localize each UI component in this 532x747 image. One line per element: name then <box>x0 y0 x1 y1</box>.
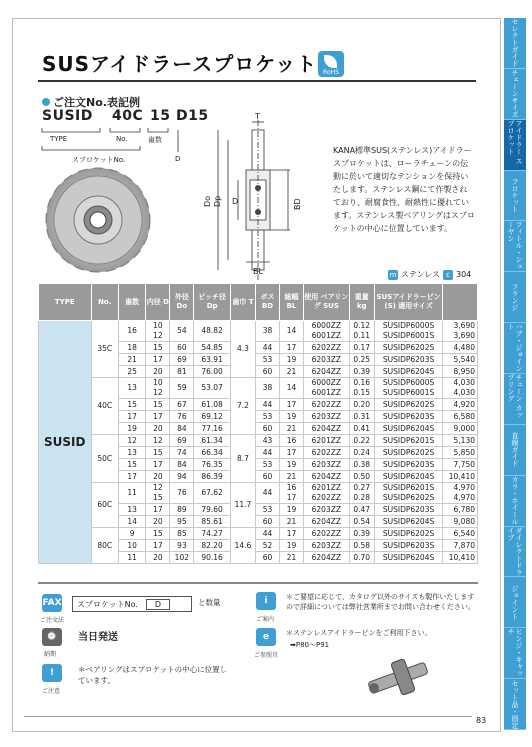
table-cell: 63.91 <box>194 354 231 366</box>
table-cell: 14 <box>118 516 145 528</box>
table-cell: 44 <box>256 447 280 459</box>
table-cell: 48.82 <box>194 321 231 342</box>
table-cell: 8.7 <box>230 435 255 483</box>
table-cell: 54 <box>170 321 194 342</box>
table-cell: SUSID <box>39 321 92 564</box>
table-cell: 21 <box>279 516 303 528</box>
table-cell: 5,850 <box>443 447 478 459</box>
dim-label-t: T <box>255 112 260 121</box>
table-cell: 12 <box>146 435 170 447</box>
table-cell: SUSIDP6204S <box>374 423 443 435</box>
table-header-cell: SUSアイドラーピン(S) 適用サイズ <box>374 284 443 321</box>
caution-icon: ! <box>42 664 62 682</box>
code-type: SUSID <box>42 108 93 124</box>
table-row <box>39 528 478 540</box>
table-cell: 6202ZZ <box>303 528 349 540</box>
table-cell: 17 <box>146 411 170 423</box>
table-cell: 16 <box>279 435 303 447</box>
table-cell: 5,130 <box>443 435 478 447</box>
table-cell: 12 15 <box>146 483 170 504</box>
table-cell: 60 <box>256 471 280 483</box>
label-sprocket-no: スプロケットNo. <box>72 156 126 164</box>
table-cell: 10,410 <box>443 471 478 483</box>
table-header-cell <box>443 284 478 321</box>
table-header-cell: No. <box>91 284 118 321</box>
reference-text: ＊ステンレスアイドラーピンをご利用下さい。 <box>286 629 432 637</box>
table-cell: 0.16 0.15 <box>349 378 374 399</box>
order-example-heading-text: ご注文No.表記例 <box>53 96 140 109</box>
table-cell: 53 <box>256 411 280 423</box>
table-cell: 15 <box>146 447 170 459</box>
table-row <box>39 321 478 342</box>
table-cell: 13 <box>118 378 145 399</box>
idler-pin-photo <box>358 650 438 705</box>
table-cell: 43 <box>256 435 280 447</box>
table-cell: 94 <box>170 471 194 483</box>
table-cell: SUSIDP6202S <box>374 528 443 540</box>
label-no: No. <box>116 135 128 143</box>
table-cell: 0.39 <box>349 366 374 378</box>
material-icon: m <box>389 270 397 279</box>
table-cell: 16 17 <box>279 483 303 504</box>
table-cell: 61.08 <box>194 399 231 411</box>
table-cell: 53 <box>256 459 280 471</box>
sidebar-tab[interactable]: チェーンサイズ <box>504 69 526 120</box>
table-cell: 60 <box>256 423 280 435</box>
table-cell: 6201ZZ 6202ZZ <box>303 483 349 504</box>
sidebar-tab[interactable]: 直線ガイド <box>504 425 526 476</box>
table-cell: 11 <box>118 483 145 504</box>
table-cell: 74.27 <box>194 528 231 540</box>
dim-label-bl: BL <box>253 267 263 276</box>
caution-label: ご注意 <box>42 688 61 695</box>
table-cell: SUSIDP6204S <box>374 552 443 564</box>
table-cell: 10 12 <box>146 321 170 342</box>
table-header-cell: TYPE <box>39 284 92 321</box>
delivery-icon: ⌚ <box>42 628 62 646</box>
table-cell: 76.00 <box>194 366 231 378</box>
table-header-cell: 重量 kg <box>349 284 374 321</box>
table-cell: 44 <box>256 342 280 354</box>
table-cell: 85 <box>170 528 194 540</box>
table-cell: 80C <box>91 528 118 564</box>
table-row <box>39 378 478 399</box>
table-cell: 38 <box>256 321 280 342</box>
table-cell: 0.20 <box>349 399 374 411</box>
order-format-box <box>72 596 192 612</box>
sidebar-tab[interactable]: カラ・ホイール <box>504 476 526 527</box>
table-cell: 11.7 <box>230 483 255 528</box>
table-row <box>39 435 478 447</box>
table-cell: 53.07 <box>194 378 231 399</box>
table-cell: 0.58 <box>349 540 374 552</box>
table-cell: 74 <box>170 447 194 459</box>
footer-rule <box>24 716 472 717</box>
table-cell: 69 <box>170 354 194 366</box>
leaf-icon <box>324 55 337 68</box>
table-cell: 21 <box>279 366 303 378</box>
table-cell: 35C <box>91 321 118 378</box>
table-cell: 89 <box>170 504 194 516</box>
page-number: 83 <box>476 716 487 725</box>
table-cell: 6204ZZ <box>303 471 349 483</box>
sidebar-tab[interactable]: フィトル・シューヤシ <box>504 221 526 272</box>
table-cell: 79.60 <box>194 504 231 516</box>
table-cell: 0.70 <box>349 552 374 564</box>
table-cell: 6203ZZ <box>303 459 349 471</box>
product-description: KANA標準SUS(ステンレス)アイドラースプロケットは、ローラチェーンの伝動に於いて適切なテンションを保持いたします。ステンレス鋼にて作製されており、耐腐食性、耐熱性に優れています。ステンレス製ベアリングはスプロケットの中心に位置しています。 <box>333 146 475 233</box>
caution-text: ＊ベアリングはスプロケットの中心に位置しています。 <box>78 665 228 685</box>
table-cell: SUSIDP6203S <box>374 504 443 516</box>
table-cell: 0.31 <box>349 411 374 423</box>
table-cell: SUSIDP6201S SUSIDP6202S <box>374 483 443 504</box>
table-cell: 4,970 4,970 <box>443 483 478 504</box>
dim-label-do: Do <box>203 195 212 207</box>
table-cell: 20 <box>146 366 170 378</box>
table-cell: 6201ZZ <box>303 435 349 447</box>
table-cell: 18 <box>118 342 145 354</box>
table-cell: 0.24 <box>349 447 374 459</box>
order-method-label: ご注文法 <box>40 617 65 624</box>
code-teeth: 15 <box>150 108 171 124</box>
table-cell: 85.61 <box>194 516 231 528</box>
table-cell: 67.62 <box>194 483 231 504</box>
table-cell: 6,780 <box>443 504 478 516</box>
table-cell: 0.12 0.11 <box>349 321 374 342</box>
table-cell: SUSIDP6204S <box>374 366 443 378</box>
table-cell: 0.50 <box>349 471 374 483</box>
guide-text: ＊ご要望に応じて、カタログ以外のサイズも製作いたしますので詳細については弊社営業所までお問い合わせください。 <box>286 593 475 611</box>
table-cell: 6,580 <box>443 411 478 423</box>
table-cell: SUSIDP6000S SUSIDP6001S <box>374 378 443 399</box>
page-title: SUSアイドラースプロケット <box>42 52 318 76</box>
reference-pages[interactable] <box>290 640 329 651</box>
guide-label: ご案内 <box>256 616 275 623</box>
table-header-cell: 使用 ベアリング SUS <box>303 284 349 321</box>
sidebar-tab[interactable]: チェーン カップリング <box>504 374 526 425</box>
table-cell: 84 <box>170 423 194 435</box>
table-cell: 93 <box>170 540 194 552</box>
table-cell: SUSIDP6203S <box>374 459 443 471</box>
table-cell: 19 <box>279 459 303 471</box>
table-cell: 59 <box>170 378 194 399</box>
sidebar-tab[interactable]: アイドラー スプロケット <box>504 120 526 171</box>
table-cell: 0.54 <box>349 516 374 528</box>
table-header-cell: ボス BD <box>256 284 280 321</box>
sidebar-tab[interactable]: セレクトガイド <box>504 18 526 69</box>
sidebar-tab[interactable]: フランジ <box>504 272 526 323</box>
table-header-cell: 歯数 <box>118 284 145 321</box>
table-cell: 60 <box>256 552 280 564</box>
dim-label-d: D <box>232 197 239 206</box>
bullet-icon <box>42 98 50 106</box>
table-cell: 60C <box>91 483 118 528</box>
table-cell: 4,030 4,030 <box>443 378 478 399</box>
table-cell: 17 <box>146 540 170 552</box>
table-cell: SUSIDP6204S <box>374 471 443 483</box>
table-cell: 17 <box>118 411 145 423</box>
rohs-badge <box>318 51 344 77</box>
table-cell: 6204ZZ <box>303 366 349 378</box>
table-cell: SUSIDP6204S <box>374 516 443 528</box>
table-cell: 77.16 <box>194 423 231 435</box>
table-cell: 6204ZZ <box>303 423 349 435</box>
table-cell: 15 <box>146 399 170 411</box>
table-cell: 20 <box>146 471 170 483</box>
table-cell: 15 <box>146 528 170 540</box>
table-cell: 60 <box>256 516 280 528</box>
table-cell: 19 <box>279 504 303 516</box>
info-icon: i <box>256 592 276 610</box>
table-cell: SUSIDP6203S <box>374 411 443 423</box>
table-cell: 7,870 <box>443 540 478 552</box>
table-header-cell: 総幅 BL <box>279 284 303 321</box>
dim-label-dp: Dp <box>213 195 222 207</box>
table-cell: 53 <box>256 504 280 516</box>
table-cell: 17 <box>146 354 170 366</box>
table-cell: 6,540 <box>443 528 478 540</box>
table-cell: 76.35 <box>194 459 231 471</box>
table-cell: 6202ZZ <box>303 447 349 459</box>
table-cell: 20 <box>146 516 170 528</box>
grade-text: 304 <box>456 270 472 279</box>
table-cell: 0.27 0.28 <box>349 483 374 504</box>
table-cell: 84 <box>170 459 194 471</box>
reference-icon: e <box>256 628 276 646</box>
table-cell: 69.12 <box>194 411 231 423</box>
table-cell: SUSIDP6000S SUSIDP6001S <box>374 321 443 342</box>
label-type: TYPE <box>50 135 68 143</box>
table-cell: 6203ZZ <box>303 540 349 552</box>
table-cell: 86.39 <box>194 471 231 483</box>
table-cell: SUSIDP6203S <box>374 354 443 366</box>
table-cell: 0.39 <box>349 528 374 540</box>
title-divider <box>38 80 476 82</box>
table-cell: 19 <box>279 354 303 366</box>
table-header-cell: 外径 Do <box>170 284 194 321</box>
category-sidebar <box>504 18 526 730</box>
material-legend <box>388 269 471 280</box>
table-cell: 54.85 <box>194 342 231 354</box>
fax-icon: FAX <box>42 594 62 612</box>
table-cell: 61.34 <box>194 435 231 447</box>
table-cell: 15 <box>118 399 145 411</box>
table-cell: 60 <box>256 366 280 378</box>
table-cell: 102 <box>170 552 194 564</box>
table-cell: 6000ZZ 6001ZZ <box>303 321 349 342</box>
rohs-label: RoHS <box>323 69 339 76</box>
table-cell: 16 <box>118 321 145 342</box>
table-cell: 44 <box>256 528 280 540</box>
table-header-cell: ピッチ径 Dp <box>194 284 231 321</box>
code-d: D15 <box>176 108 209 124</box>
table-cell: 95 <box>170 516 194 528</box>
table-cell: 12 <box>118 435 145 447</box>
order-suffix: と数量 <box>198 598 221 607</box>
table-row <box>39 483 478 504</box>
table-cell: 0.17 <box>349 342 374 354</box>
reference-pages-text: P80〜P91 <box>295 641 330 649</box>
order-text: スプロケットNo. <box>77 599 138 609</box>
table-cell: 17 <box>279 342 303 354</box>
table-cell: 6203ZZ <box>303 411 349 423</box>
table-cell: 17 <box>279 447 303 459</box>
table-cell: 76 <box>170 483 194 504</box>
table-cell: 6203ZZ <box>303 504 349 516</box>
table-cell: 19 <box>118 423 145 435</box>
table-cell: 69 <box>170 435 194 447</box>
table-cell: 6203ZZ <box>303 354 349 366</box>
table-cell: SUSIDP6203S <box>374 540 443 552</box>
table-cell: 50C <box>91 435 118 483</box>
sidebar-tab[interactable]: ヒンジ・キャッチ <box>504 628 526 679</box>
table-cell: 40C <box>91 378 118 435</box>
table-cell: 0.38 <box>349 459 374 471</box>
table-cell: 17 <box>146 504 170 516</box>
table-cell: 21 <box>118 354 145 366</box>
table-cell: 67 <box>170 399 194 411</box>
table-cell: 9,080 <box>443 516 478 528</box>
table-cell: 5,540 <box>443 354 478 366</box>
sidebar-tab[interactable]: セット品・固定 <box>504 679 526 730</box>
table-cell: SUSIDP6202S <box>374 447 443 459</box>
table-cell: 21 <box>279 423 303 435</box>
sidebar-tab[interactable]: ジョイント <box>504 577 526 628</box>
label-teeth: 歯数 <box>148 136 162 144</box>
dim-label-bd: BD <box>293 198 302 210</box>
table-cell: 15 <box>146 342 170 354</box>
table-cell: 6202ZZ <box>303 399 349 411</box>
table-cell: 15 <box>118 459 145 471</box>
delivery-text: 当日発送 <box>78 632 118 643</box>
table-cell: 6204ZZ <box>303 552 349 564</box>
grade-icon: c <box>443 270 453 280</box>
arrow-icon: ➡ <box>290 641 296 649</box>
table-cell: 4,920 <box>443 399 478 411</box>
table-header-cell: 内径 D <box>146 284 170 321</box>
table-cell: 60 <box>170 342 194 354</box>
table-cell: 0.47 <box>349 504 374 516</box>
label-d: D <box>175 155 181 163</box>
table-cell: SUSIDP6201S <box>374 435 443 447</box>
reference-label: ご参照頁 <box>254 652 279 659</box>
table-cell: 7.2 <box>230 378 255 435</box>
table-cell: 81 <box>170 366 194 378</box>
table-cell: 19 <box>279 411 303 423</box>
table-cell: 6202ZZ <box>303 342 349 354</box>
table-cell: 52 <box>256 540 280 552</box>
table-cell: 4,480 <box>443 342 478 354</box>
table-cell: 13 <box>118 447 145 459</box>
table-cell: SUSIDP6202S <box>374 342 443 354</box>
table-cell: 20 <box>146 552 170 564</box>
table-cell: 9 <box>118 528 145 540</box>
table-cell: 66.34 <box>194 447 231 459</box>
table-cell: 14 <box>279 378 303 399</box>
table-cell: 10 12 <box>146 378 170 399</box>
table-cell: 20 <box>146 423 170 435</box>
table-cell: 90.16 <box>194 552 231 564</box>
table-cell: 44 <box>256 483 280 504</box>
table-cell: 3,690 3,690 <box>443 321 478 342</box>
table-cell: 6204ZZ <box>303 516 349 528</box>
table-cell: 0.41 <box>349 423 374 435</box>
spec-table <box>38 283 478 564</box>
table-cell: SUSIDP6202S <box>374 399 443 411</box>
table-cell: 21 <box>279 471 303 483</box>
sidebar-tab[interactable]: ダイレクトドライブ <box>504 527 526 578</box>
delivery-label: 納期 <box>44 651 57 658</box>
table-cell: 38 <box>256 378 280 399</box>
table-cell: 44 <box>256 399 280 411</box>
table-cell: 0.25 <box>349 354 374 366</box>
table-cell: 82.20 <box>194 540 231 552</box>
table-cell: 25 <box>118 366 145 378</box>
table-cell: 10 <box>118 540 145 552</box>
table-header-cell: 歯巾 T <box>230 284 255 321</box>
table-cell: 17 <box>118 471 145 483</box>
table-cell: 14.6 <box>230 528 255 564</box>
table-cell: 53 <box>256 354 280 366</box>
table-cell: 6000ZZ 6001ZZ <box>303 378 349 399</box>
table-cell: 21 <box>279 552 303 564</box>
table-cell: 4.3 <box>230 321 255 378</box>
table-cell: 11 <box>118 552 145 564</box>
table-cell: 17 <box>146 459 170 471</box>
table-cell: 9,000 <box>443 423 478 435</box>
code-no: 40C <box>112 108 144 124</box>
dimension-drawing <box>198 112 328 282</box>
table-cell: 17 <box>279 399 303 411</box>
table-cell: 13 <box>118 504 145 516</box>
table-cell: 8,950 <box>443 366 478 378</box>
table-cell: 10,410 <box>443 552 478 564</box>
sidebar-tab[interactable]: フロケット <box>504 171 526 222</box>
table-cell: 76 <box>170 411 194 423</box>
table-cell: 19 <box>279 540 303 552</box>
material-text: ステンレス <box>401 270 440 279</box>
table-cell: 7,750 <box>443 459 478 471</box>
sprocket-photo <box>38 160 158 280</box>
order-box-d: D <box>146 599 170 610</box>
sidebar-tab[interactable]: ハブ・ジョイント <box>504 323 526 374</box>
table-cell: 17 <box>279 528 303 540</box>
table-cell: 14 <box>279 321 303 342</box>
table-cell: 0.22 <box>349 435 374 447</box>
